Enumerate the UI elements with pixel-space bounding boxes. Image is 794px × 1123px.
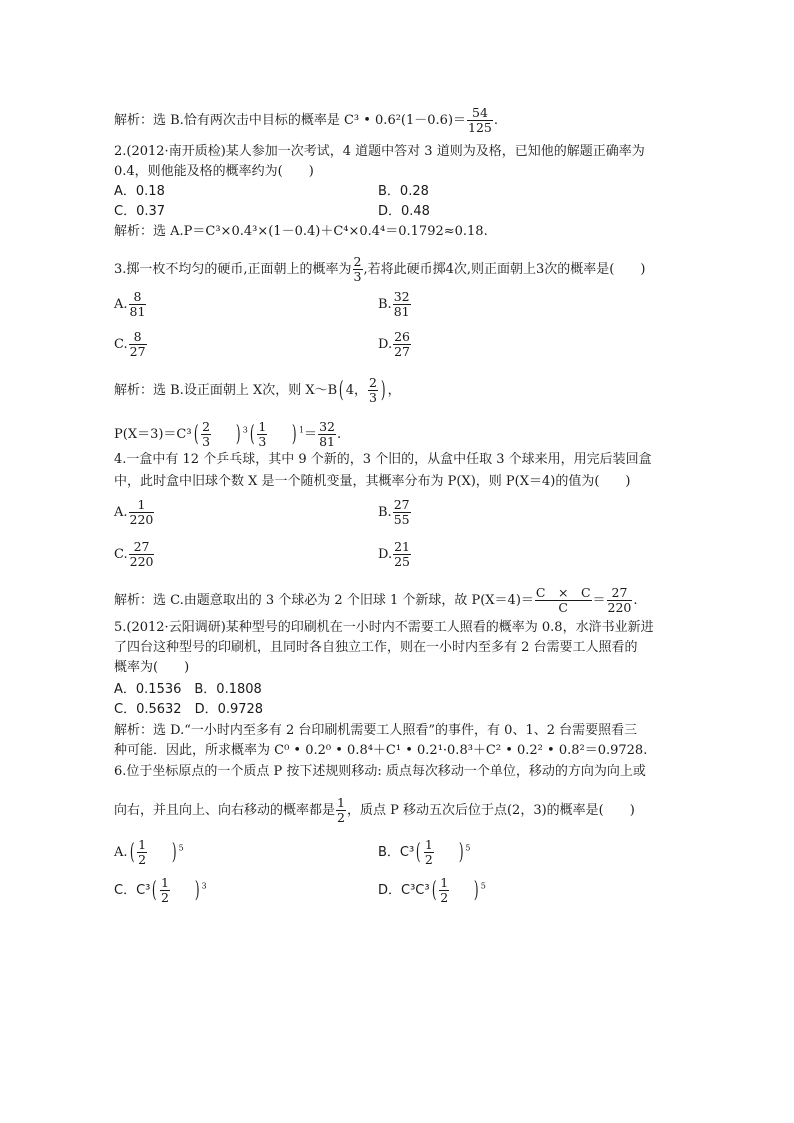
solution-fraction (257, 420, 267, 449)
q4-stem-line2: 中，此时盒中旧球个数 X 是一个随机变量，其概率分布为 P(X)，则 P(X＝4)的值为( ) (114, 474, 631, 489)
left-paren: ( (431, 877, 437, 903)
q1-solution (114, 106, 498, 135)
solution-text: 解析：选 C.由题意取出的 3 个球必为 2 个旧球 1 个新球，故 P(X＝4)＝ (114, 593, 534, 608)
q3-solution-line1 (114, 376, 401, 405)
exponent: 3 (201, 881, 207, 891)
exponent: 1 (298, 425, 305, 435)
fraction-denominator: 2 (160, 890, 169, 905)
q6-stem-line1: 6.位于坐标原点的一个质点 P 按下述规则移动: 质点每次移动一个单位，移动的方向为向上或 (114, 764, 646, 779)
equals: ＝ (592, 593, 606, 608)
q5-stem-line2: 了四台这种型号的印刷机，且同时各自独立工作，则在一小时内至多有 2 台需要工人照看的 (114, 640, 638, 655)
q6-stem-post: ，质点 P 移动五次后位于点(2，3)的概率是( ) (346, 803, 635, 818)
fraction-numerator: 1 (337, 795, 345, 810)
fraction-denominator: 3 (258, 434, 267, 449)
option-label: C. (114, 337, 128, 352)
fraction-denominator: 2 (138, 852, 147, 867)
fraction-denominator: 3 (369, 390, 377, 405)
q4-option-a (114, 498, 155, 527)
option-fraction (129, 330, 147, 359)
right-paren: ) (292, 421, 298, 447)
fraction-denominator: 81 (393, 304, 410, 319)
option-fraction (160, 876, 170, 905)
q2-option-a: A．0.18 (114, 184, 165, 199)
q5-stem-line1: 5.(2012·云阳调研)某种型号的印刷机在一小时内不需要工人照看的概率为 0.8，水浒书业新进 (114, 620, 654, 635)
period: . (493, 113, 499, 128)
exponent: 5 (480, 881, 486, 891)
fraction-denominator: 220 (129, 512, 154, 527)
fraction-numerator: 27 (133, 539, 150, 554)
fraction-numerator: 2 (353, 254, 362, 269)
q6-option-c (114, 876, 207, 905)
option-fraction (393, 498, 411, 527)
option-label: C. (114, 547, 128, 562)
exponent: 5 (465, 843, 471, 853)
fraction-numerator: 32 (319, 419, 335, 434)
q3-solution-line2 (114, 420, 341, 449)
option-fraction (137, 838, 147, 867)
option-fraction (393, 290, 411, 319)
option-fraction (129, 290, 147, 319)
solution-fraction (201, 420, 211, 449)
left-paren: ( (152, 877, 158, 903)
fraction-numerator: 32 (393, 289, 410, 304)
q2-option-d: D．0.48 (378, 204, 430, 219)
equals: ＝ (304, 427, 318, 442)
left-paren: ( (249, 421, 255, 447)
q3-stem-fraction (353, 255, 363, 284)
fraction-denominator: 25 (394, 554, 410, 569)
q6-option-d (378, 876, 486, 905)
solution-fraction (318, 420, 336, 449)
q6-stem-line2 (114, 796, 635, 825)
fraction-numerator: 54 (472, 105, 488, 120)
solution-text: 4， (345, 383, 368, 398)
fraction-numerator: C × C (535, 585, 591, 600)
q6-option-b (378, 838, 470, 867)
q3-option-c (114, 330, 148, 359)
option-fraction (439, 876, 449, 905)
solution-text: ， (387, 383, 401, 398)
left-paren: ( (193, 421, 199, 447)
q4-option-d (378, 540, 412, 569)
right-paren: ) (474, 877, 479, 903)
fraction-numerator: 1 (258, 419, 267, 434)
fraction-denominator: 81 (319, 434, 335, 449)
q2-stem-line1: 2.(2012·南开质检)某人参加一次考试，4 道题中答对 3 道则为及格，已知他的解题正确率为 (114, 144, 645, 159)
left-paren: ( (339, 377, 344, 403)
q5-solution-line2: 种可能．因此，所求概率为 C⁰ • 0.2⁰ • 0.8⁴＋C¹ • 0.2¹·0.8³＋C² • 0.2² • 0.8²＝0.9728. (114, 743, 648, 758)
fraction-numerator: 2 (369, 375, 377, 390)
q6-option-a (114, 838, 184, 867)
solution-fraction (368, 376, 378, 405)
fraction-denominator: 220 (129, 554, 154, 569)
fraction-numerator: 27 (393, 497, 410, 512)
fraction-denominator: 27 (129, 344, 146, 359)
fraction-denominator: 3 (202, 434, 211, 449)
q3-option-d (378, 330, 412, 359)
option-label: B. (378, 505, 392, 520)
fraction-numerator: 1 (138, 837, 147, 852)
option-fraction (424, 838, 434, 867)
fraction-numerator: 26 (394, 329, 410, 344)
fraction-numerator: 1 (160, 875, 169, 890)
left-paren: ( (416, 839, 421, 865)
option-label: D. (378, 547, 393, 562)
option-label: A. (114, 505, 128, 520)
q2-option-c: C．0.37 (114, 204, 166, 219)
solution-fraction (607, 586, 633, 615)
right-paren: ) (458, 839, 464, 865)
fraction-numerator: 21 (394, 539, 410, 554)
q5-stem-line3: 概率为( ) (114, 660, 190, 675)
fraction-denominator: 220 (607, 600, 632, 615)
right-paren: ) (172, 839, 177, 865)
q4-solution (114, 586, 638, 615)
solution-text: 解析：选 B.设正面朝上 X次，则 X～B (114, 383, 338, 398)
q6-stem-fraction (336, 796, 346, 825)
fraction-denominator: 27 (394, 344, 410, 359)
q2-stem-line2: 0.4，则他能及格的概率约为( ) (114, 164, 314, 179)
q5-options-line2: C．0.5632 D．0.9728 (114, 702, 264, 717)
fraction-denominator: C (535, 600, 592, 615)
left-paren: ( (129, 839, 135, 865)
q6-stem-pre: 向右，并且向上、向右移动的概率都是 (114, 803, 336, 818)
fraction-numerator: 27 (611, 585, 628, 600)
option-fraction (129, 498, 155, 527)
q2-solution: 解析：选 A.P＝C³×0.4³×(1－0.4)＋C⁴×0.4⁴＝0.1792≈0.18. (114, 224, 488, 239)
right-paren: ) (380, 377, 386, 403)
q4-option-b (378, 498, 412, 527)
fraction-denominator: 2 (440, 890, 449, 905)
option-fraction (393, 330, 411, 359)
right-paren: ) (194, 877, 200, 903)
q5-solution-line1: 解析：选 D.“一小时内至多有 2 台印刷机需要工人照看”的事件，有 0、1、2 台需要照看三 (114, 723, 638, 738)
q1-solution-fraction (467, 106, 493, 135)
q1-solution-text: 解析：选 B.恰有两次击中目标的概率是 C³ • 0.6²(1－0.6)＝ (114, 113, 467, 128)
fraction-numerator: 1 (424, 837, 433, 852)
fraction-denominator: 3 (353, 269, 362, 284)
exponent: 3 (242, 425, 248, 435)
exponent: 5 (178, 843, 184, 853)
solution-text: P(X＝3)＝C³ (114, 427, 192, 442)
option-fraction (129, 540, 155, 569)
fraction-denominator: 2 (424, 852, 433, 867)
fraction-denominator: 2 (337, 810, 345, 825)
q3-option-a (114, 290, 147, 319)
option-label: A. (114, 845, 128, 860)
solution-fraction (535, 586, 592, 615)
fraction-denominator: 55 (393, 512, 410, 527)
option-label: B. (378, 297, 392, 312)
fraction-numerator: 1 (137, 497, 146, 512)
fraction-denominator: 125 (468, 120, 492, 135)
option-label: B．C³ (378, 845, 415, 860)
q4-option-c (114, 540, 155, 569)
q3-stem-pre: 3.掷一枚不均匀的硬币,正面朝上的概率为 (114, 262, 352, 277)
fraction-denominator: 81 (129, 304, 146, 319)
q4-stem-line1: 4.一盒中有 12 个乒乓球，其中 9 个新的，3 个旧的，从盒中任取 3 个球来用，用完后装回盒 (114, 452, 652, 467)
fraction-numerator: 2 (202, 419, 211, 434)
right-paren: ) (236, 421, 241, 447)
option-fraction (393, 540, 411, 569)
q3-option-b (378, 290, 412, 319)
fraction-numerator: 8 (133, 289, 142, 304)
option-label: A. (114, 297, 128, 312)
q3-stem-post: ,若将此硬币掷4次,则正面朝上3次的概率是( ) (363, 262, 646, 277)
q5-options-line1: A．0.1536 B．0.1808 (114, 682, 262, 697)
fraction-numerator: 8 (133, 329, 142, 344)
option-label: C．C³ (114, 883, 151, 898)
option-label: D. (378, 337, 393, 352)
period: . (633, 593, 638, 608)
option-label: D．C³C³ (378, 883, 430, 898)
period: . (336, 427, 342, 442)
q3-stem (114, 255, 645, 284)
fraction-numerator: 1 (440, 875, 449, 890)
q2-option-b: B．0.28 (378, 184, 429, 199)
